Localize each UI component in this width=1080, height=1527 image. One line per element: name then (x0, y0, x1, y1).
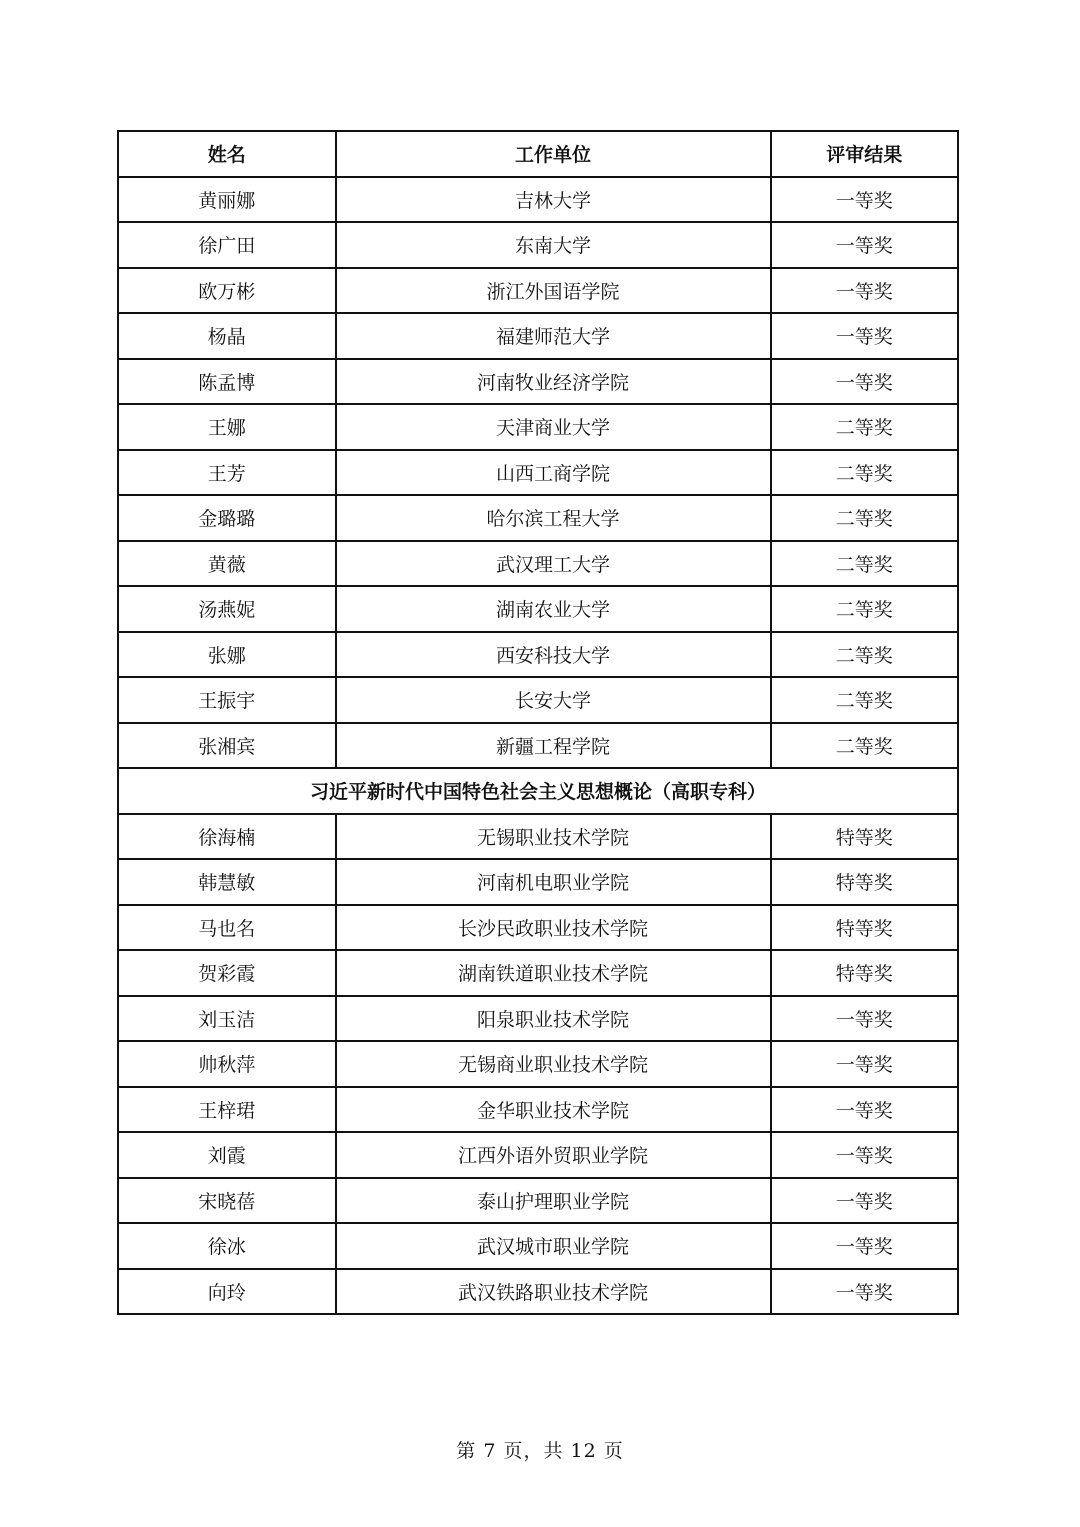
header-unit: 工作单位 (336, 131, 771, 177)
table-row (118, 723, 958, 769)
cell-name: 陈孟博 (118, 359, 336, 405)
cell-unit: 泰山护理职业学院 (336, 1178, 771, 1224)
cell-result: 二等奖 (771, 541, 958, 587)
cell-result: 二等奖 (771, 450, 958, 496)
table-row (118, 313, 958, 359)
cell-unit: 阳泉职业技术学院 (336, 996, 771, 1042)
cell-name: 韩慧敏 (118, 859, 336, 905)
table-row (118, 677, 958, 723)
table-row (118, 950, 958, 996)
cell-name: 徐广田 (118, 222, 336, 268)
table-row (118, 859, 958, 905)
cell-unit: 湖南铁道职业技术学院 (336, 950, 771, 996)
cell-result: 二等奖 (771, 586, 958, 632)
cell-result: 特等奖 (771, 905, 958, 951)
cell-unit: 东南大学 (336, 222, 771, 268)
cell-name: 欧万彬 (118, 268, 336, 314)
cell-result: 二等奖 (771, 677, 958, 723)
table-row (118, 586, 958, 632)
cell-name: 王梓珺 (118, 1087, 336, 1133)
cell-result: 一等奖 (771, 1132, 958, 1178)
cell-unit: 西安科技大学 (336, 632, 771, 678)
cell-result: 一等奖 (771, 177, 958, 223)
cell-unit: 金华职业技术学院 (336, 1087, 771, 1133)
cell-unit: 武汉铁路职业技术学院 (336, 1269, 771, 1315)
cell-result: 一等奖 (771, 359, 958, 405)
cell-unit: 江西外语外贸职业学院 (336, 1132, 771, 1178)
cell-name: 刘霞 (118, 1132, 336, 1178)
cell-name: 帅秋萍 (118, 1041, 336, 1087)
section-row (118, 768, 958, 814)
cell-name: 王芳 (118, 450, 336, 496)
header-row (118, 131, 958, 177)
cell-result: 一等奖 (771, 1223, 958, 1269)
cell-unit: 武汉理工大学 (336, 541, 771, 587)
cell-unit: 河南机电职业学院 (336, 859, 771, 905)
table-row (118, 905, 958, 951)
cell-name: 张娜 (118, 632, 336, 678)
cell-name: 马也名 (118, 905, 336, 951)
cell-result: 一等奖 (771, 268, 958, 314)
table-row (118, 177, 958, 223)
cell-name: 金璐璐 (118, 495, 336, 541)
cell-result: 一等奖 (771, 313, 958, 359)
cell-result: 一等奖 (771, 996, 958, 1042)
cell-unit: 无锡职业技术学院 (336, 814, 771, 860)
table-row (118, 450, 958, 496)
page-footer: 第 7 页，共 12 页 (456, 1440, 624, 1462)
cell-result: 二等奖 (771, 495, 958, 541)
table-row (118, 404, 958, 450)
header-name: 姓名 (118, 131, 336, 177)
cell-unit: 哈尔滨工程大学 (336, 495, 771, 541)
cell-result: 二等奖 (771, 632, 958, 678)
cell-result: 一等奖 (771, 1087, 958, 1133)
cell-unit: 福建师范大学 (336, 313, 771, 359)
cell-result: 特等奖 (771, 859, 958, 905)
cell-unit: 长沙民政职业技术学院 (336, 905, 771, 951)
cell-unit: 浙江外国语学院 (336, 268, 771, 314)
table-header (118, 131, 958, 177)
cell-name: 张湘宾 (118, 723, 336, 769)
cell-unit: 河南牧业经济学院 (336, 359, 771, 405)
cell-result: 一等奖 (771, 1269, 958, 1315)
cell-unit: 武汉城市职业学院 (336, 1223, 771, 1269)
cell-result: 特等奖 (771, 814, 958, 860)
cell-name: 王振宇 (118, 677, 336, 723)
cell-name: 贺彩霞 (118, 950, 336, 996)
table-row (118, 1041, 958, 1087)
table-row (118, 495, 958, 541)
cell-unit: 湖南农业大学 (336, 586, 771, 632)
cell-result: 一等奖 (771, 1178, 958, 1224)
table-row (118, 359, 958, 405)
table-body (118, 177, 958, 1315)
table-row (118, 632, 958, 678)
table-row (118, 541, 958, 587)
cell-result: 一等奖 (771, 222, 958, 268)
cell-unit: 新疆工程学院 (336, 723, 771, 769)
cell-name: 徐海楠 (118, 814, 336, 860)
cell-name: 向玲 (118, 1269, 336, 1315)
header-result: 评审结果 (771, 131, 958, 177)
cell-result: 二等奖 (771, 404, 958, 450)
cell-name: 杨晶 (118, 313, 336, 359)
cell-unit: 山西工商学院 (336, 450, 771, 496)
cell-name: 黄薇 (118, 541, 336, 587)
table-row (118, 222, 958, 268)
cell-unit: 无锡商业职业技术学院 (336, 1041, 771, 1087)
table-row (118, 814, 958, 860)
cell-result: 一等奖 (771, 1041, 958, 1087)
cell-name: 徐冰 (118, 1223, 336, 1269)
cell-unit: 吉林大学 (336, 177, 771, 223)
cell-unit: 长安大学 (336, 677, 771, 723)
cell-name: 汤燕妮 (118, 586, 336, 632)
table-row (118, 996, 958, 1042)
cell-name: 刘玉洁 (118, 996, 336, 1042)
table-row (118, 268, 958, 314)
cell-name: 宋晓蓓 (118, 1178, 336, 1224)
cell-name: 王娜 (118, 404, 336, 450)
section-title: 习近平新时代中国特色社会主义思想概论（高职专科） (118, 768, 958, 814)
table-row (118, 1178, 958, 1224)
cell-result: 二等奖 (771, 723, 958, 769)
table-row (118, 1132, 958, 1178)
cell-unit: 天津商业大学 (336, 404, 771, 450)
award-table (117, 130, 959, 1315)
table-row (118, 1087, 958, 1133)
table-row (118, 1269, 958, 1315)
cell-result: 特等奖 (771, 950, 958, 996)
cell-name: 黄丽娜 (118, 177, 336, 223)
table-row (118, 1223, 958, 1269)
